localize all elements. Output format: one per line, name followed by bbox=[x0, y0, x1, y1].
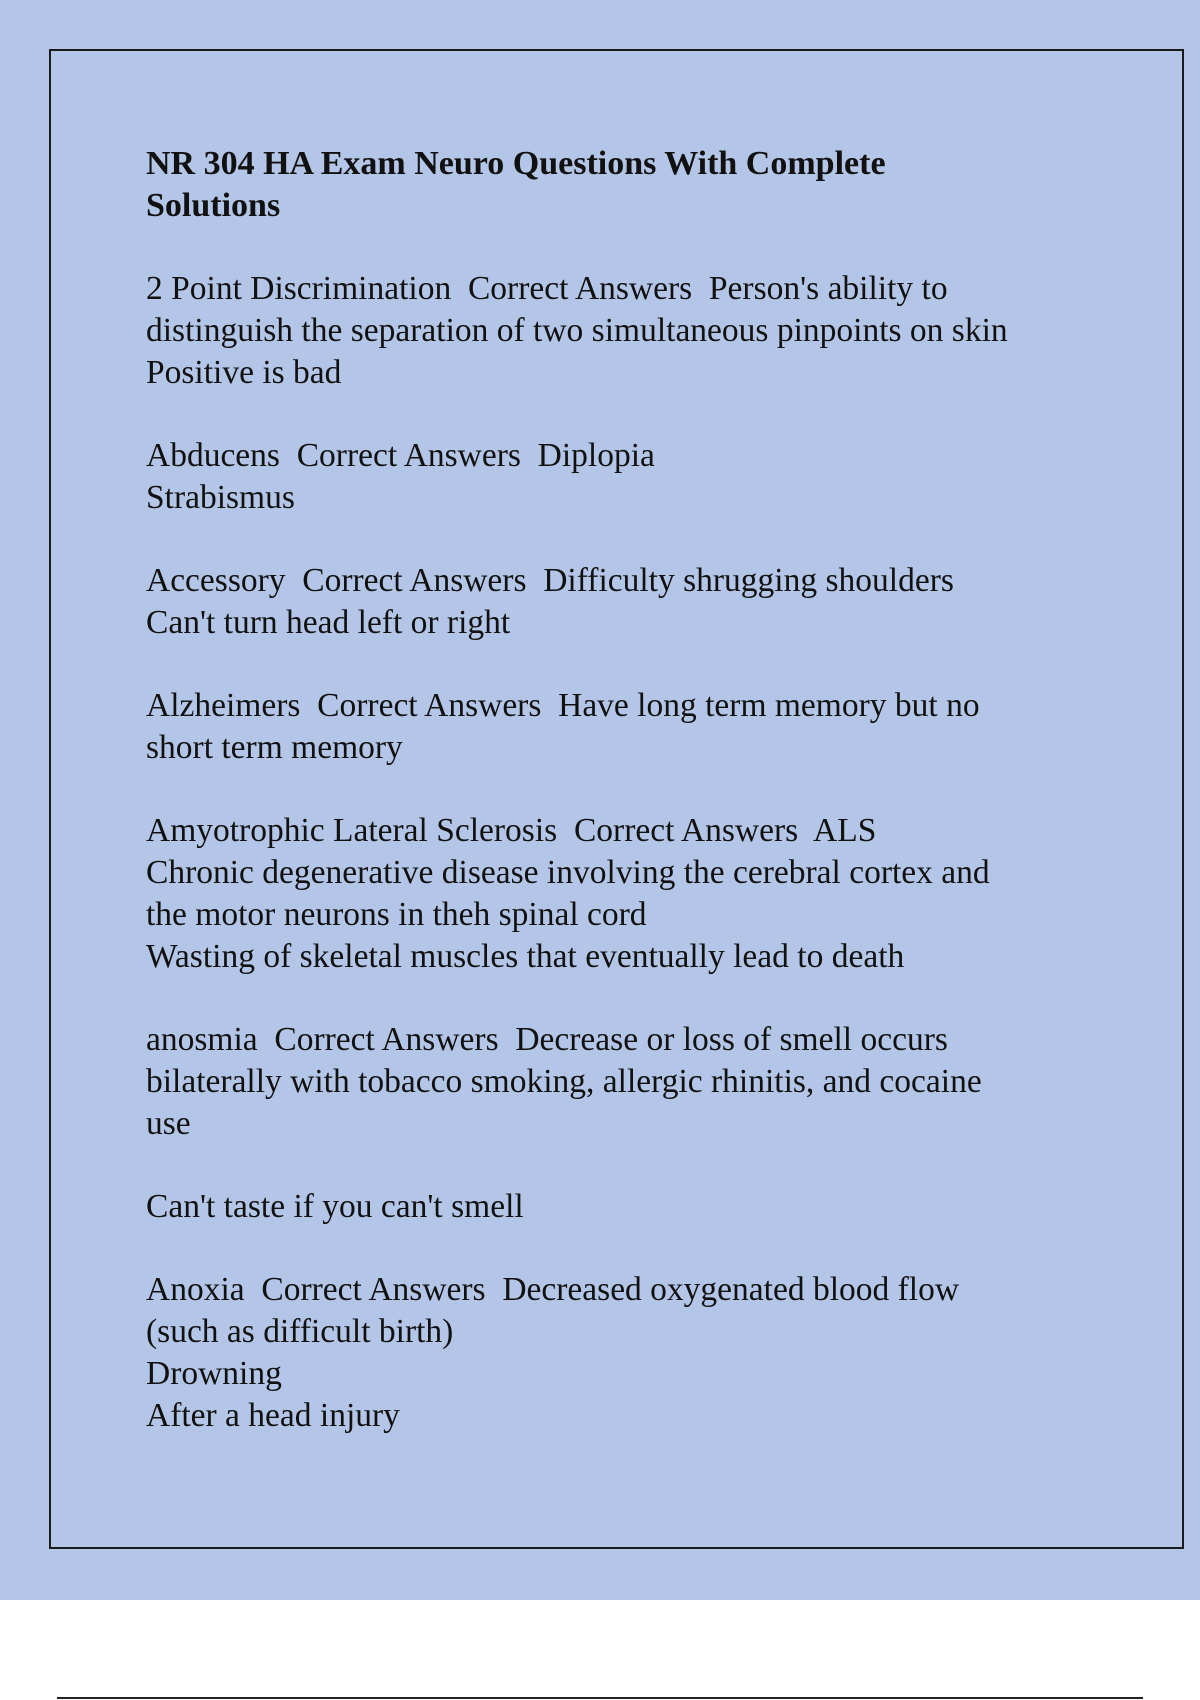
qa-entry-anosmia bbox=[146, 1019, 1096, 1145]
qa-entry-2-point-discrimination bbox=[146, 268, 1096, 394]
entry-line: bilaterally with tobacco smoking, allergic rhinitis, and cocaine bbox=[146, 1063, 982, 1100]
entry-line: Wasting of skeletal muscles that eventually lead to death bbox=[146, 938, 905, 975]
entry-line: Alzheimers Correct Answers Have long term memory but no bbox=[146, 687, 980, 724]
entry-line: Drowning bbox=[146, 1355, 282, 1392]
entry-line: Strabismus bbox=[146, 479, 295, 516]
entry-line: Positive is bad bbox=[146, 354, 342, 391]
entry-line: Chronic degenerative disease involving the cerebral cortex and bbox=[146, 854, 990, 891]
entry-line: anosmia Correct Answers Decrease or loss of smell occurs bbox=[146, 1021, 948, 1058]
entry-line: short term memory bbox=[146, 729, 403, 766]
entry-line: use bbox=[146, 1105, 191, 1142]
entry-line: the motor neurons in theh spinal cord bbox=[146, 896, 647, 933]
entry-line: Accessory Correct Answers Difficulty shrugging shoulders bbox=[146, 562, 954, 599]
entry-line: After a head injury bbox=[146, 1397, 400, 1434]
title-line: NR 304 HA Exam Neuro Questions With Complete bbox=[146, 145, 886, 182]
note-taste-smell bbox=[146, 1186, 1096, 1228]
footer-divider bbox=[57, 1697, 1143, 1699]
entry-line: Anoxia Correct Answers Decreased oxygenated blood flow bbox=[146, 1271, 960, 1308]
qa-entry-abducens bbox=[146, 435, 1096, 519]
document-title bbox=[146, 143, 1096, 227]
entry-line: Amyotrophic Lateral Sclerosis Correct Answers ALS bbox=[146, 812, 877, 849]
entry-line: Abducens Correct Answers Diplopia bbox=[146, 437, 655, 474]
qa-entry-accessory bbox=[146, 560, 1096, 644]
entry-line: Can't turn head left or right bbox=[146, 604, 511, 641]
entry-line: distinguish the separation of two simultaneous pinpoints on skin bbox=[146, 312, 1008, 349]
qa-entry-als bbox=[146, 810, 1096, 978]
qa-entry-alzheimers bbox=[146, 685, 1096, 769]
entry-line: 2 Point Discrimination Correct Answers Person's ability to bbox=[146, 270, 948, 307]
title-line: Solutions bbox=[146, 187, 281, 224]
entry-line: (such as difficult birth) bbox=[146, 1313, 454, 1350]
entry-line: Can't taste if you can't smell bbox=[146, 1188, 524, 1225]
document-content bbox=[146, 143, 1096, 1478]
qa-entry-anoxia bbox=[146, 1269, 1096, 1437]
